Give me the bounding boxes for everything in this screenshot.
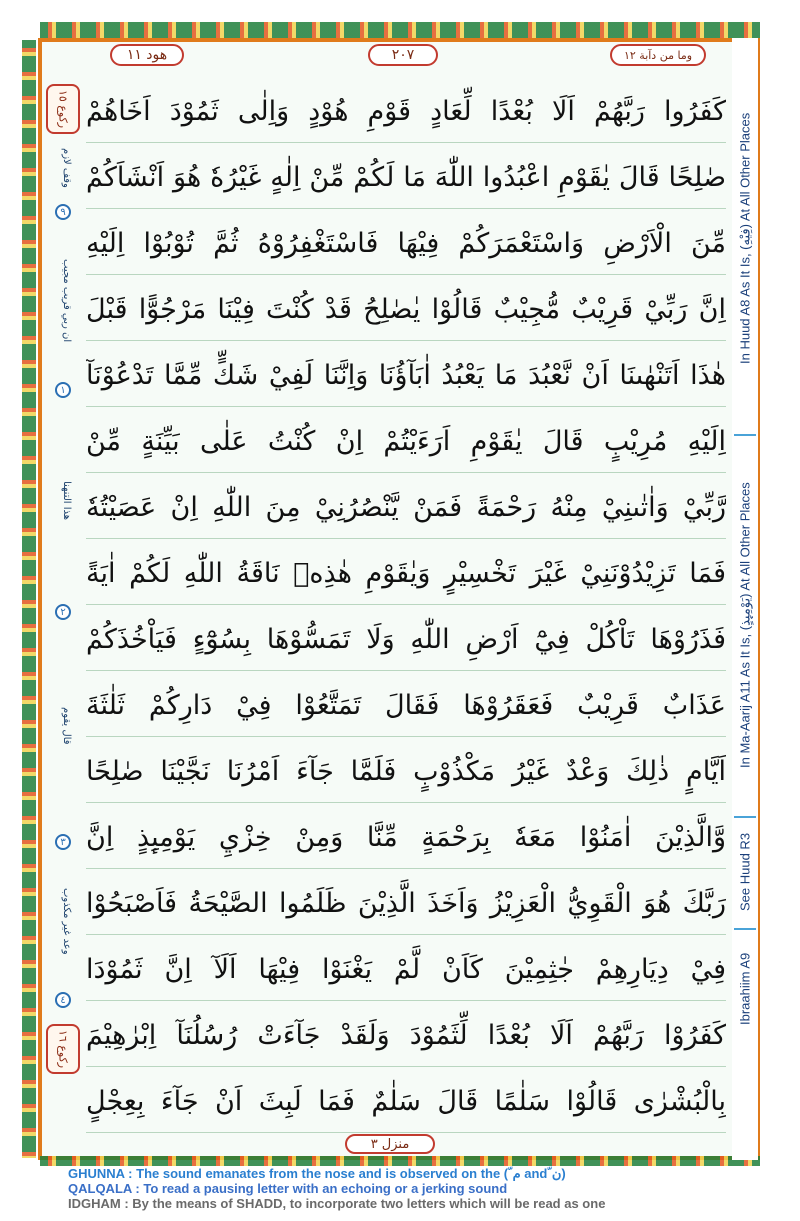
- reference-divider: [734, 928, 756, 930]
- legend-idgham: IDGHAM : By the means of SHADD, to incorporate two letters which will be read as one: [68, 1196, 606, 1211]
- tajweed-legend: [68, 1166, 768, 1211]
- bottom-ornament-border: [40, 1156, 760, 1166]
- verse-line: كَفَرُوْا رَبَّهُمْ اَلَا بُعْدًا لِّثَمُوْدَ وَلَقَدْ جَآءَتْ رُسُلُنَآ اِبْرٰهِيْمَ: [86, 1006, 726, 1067]
- quran-text-block: [86, 82, 726, 1142]
- reference-divider: [734, 434, 756, 436]
- surah-label: هود ١١: [110, 44, 184, 66]
- verse-line: مِّنَ الْاَرْضِ وَاسْتَعْمَرَكُمْ فِيْهَا فَاسْتَغْفِرُوْهُ ثُمَّ تُوْبُوْا اِلَيْهِ: [86, 214, 726, 275]
- verse-line: اِنَّ رَبِّيْ قَرِيْبٌ مُّجِيْبٌ قَالُوْا يٰصٰلِحُ قَدْ كُنْتَ فِيْنَا مَرْجُوًّا قَبْلَ: [86, 280, 726, 341]
- verse-line: رَّبِّيْ وَاٰتٰىنِيْ مِنْهُ رَحْمَةً فَمَنْ يَّنْصُرُنِيْ مِنَ اللّٰهِ اِنْ عَصَيْتُهٗ: [86, 478, 726, 539]
- verse-line: صٰلِحًا قَالَ يٰقَوْمِ اعْبُدُوا اللّٰهَ مَا لَكُمْ مِّنْ اِلٰهٍ غَيْرُهٗ هُوَ اَنْشَاَكُمْ: [86, 148, 726, 209]
- verse-line: رَبَّكَ هُوَ الْقَوِيُّ الْعَزِيْزُ وَاَخَذَ الَّذِيْنَ ظَلَمُوا الصَّيْحَةُ فَاَصْبَحُوْا: [86, 874, 726, 935]
- legend-qalqala: QALQALA : To read a pausing letter with an echoing or a jerking sound: [68, 1181, 508, 1196]
- verse-line: اِلَيْهِ مُرِيْبٍ قَالَ يٰقَوْمِ اَرَءَيْتُمْ اِنْ كُنْتُ عَلٰى بَيِّنَةٍ مِّنْ: [86, 412, 726, 473]
- verse-marker: ٩: [55, 204, 71, 220]
- verse-line: اَيَّامٍ ذٰلِكَ وَعْدٌ غَيْرُ مَكْذُوْبٍ فَلَمَّا جَآءَ اَمْرُنَا نَجَّيْنَا صٰلِحًا: [86, 742, 726, 803]
- ruku-badge-top: ركوع ١٥: [46, 84, 80, 134]
- side-note: هذا التنهنا: [61, 481, 72, 521]
- verse-marker: ١: [55, 382, 71, 398]
- page-number: ٢٠٧: [368, 44, 438, 66]
- verse-line: فَمَا تَزِيْدُوْنَنِيْ غَيْرَ تَخْسِيْرٍ وَيٰقَوْمِ هٰذِهٖ نَاقَةُ اللّٰهِ لَكُمْ اٰيَةً: [86, 544, 726, 605]
- reference-note: See Huud R3: [737, 832, 753, 912]
- reference-note: Ibraahiim A9: [737, 952, 753, 1026]
- verse-line: هٰذَا اَتَنْهٰىنَا اَنْ نَّعْبُدَ مَا يَعْبُدُ اٰبَآؤُنَا وَاِنَّنَا لَفِيْ شَكٍّ مِّمَّا تَدْعُوْنَآ: [86, 346, 726, 407]
- reference-strip: [732, 38, 758, 1160]
- verse-marker: ٤: [55, 992, 71, 1008]
- verse-line: عَذَابٌ قَرِيْبٌ فَعَقَرُوْهَا فَقَالَ تَمَتَّعُوْا فِيْ دَارِكُمْ ثَلٰثَةَ: [86, 676, 726, 737]
- verse-marker: ٢: [55, 604, 71, 620]
- verse-line: بِالْبُشْرٰى قَالُوْا سَلٰمًا قَالَ سَلٰمٌ فَمَا لَبِثَ اَنْ جَآءَ بِعِجْلٍ: [86, 1072, 726, 1133]
- top-ornament-border: [40, 22, 760, 38]
- manzil-label: منزل ٣: [345, 1134, 435, 1154]
- left-ornament-border: [22, 40, 36, 1158]
- verse-line: فَذَرُوْهَا تَاْكُلْ فِيْٓ اَرْضِ اللّٰهِ وَلَا تَمَسُّوْهَا بِسُوْٓءٍ فَيَاْخُذَكُمْ: [86, 610, 726, 671]
- page-header: [90, 42, 710, 68]
- legend-ghunna: GHUNNA : The sound emanates from the nose and is observed on the ( ّم and ّن): [68, 1166, 566, 1181]
- verse-line: كَفَرُوا رَبَّهُمْ اَلَا بُعْدًا لِّعَادٍ قَوْمِ هُوْدٍ وَاِلٰى ثَمُوْدَ اَخَاهُمْ: [86, 82, 726, 143]
- side-note: ان ربي قريب مجيب: [61, 259, 72, 343]
- ruku-label: وما من دآبة ١٢: [610, 44, 706, 66]
- reference-divider: [734, 816, 756, 818]
- side-note: وعد غير مكذوب: [61, 887, 72, 955]
- reference-note: In Huud A8 As It Is, (فِيْهِ) At All Other Places: [737, 112, 753, 364]
- side-note: قال يقوم: [61, 707, 72, 745]
- verse-line: وَّالَّذِيْنَ اٰمَنُوْا مَعَهٗ بِرَحْمَةٍ مِّنَّا وَمِنْ خِزْيِ يَوْمِىِٕذٍ اِنَّ: [86, 808, 726, 869]
- side-label-top: وقف لازم: [61, 148, 72, 188]
- side-column: [44, 76, 82, 1142]
- reference-note: In Ma-Aarij A11 As It Is, (يَوْمِىِٕذٍ) At All Other Places: [737, 482, 753, 768]
- ruku-badge-bottom: ركوع ١٦: [46, 1024, 80, 1074]
- verse-line: فِيْ دِيَارِهِمْ جٰثِمِيْنَ كَاَنْ لَّمْ يَغْنَوْا فِيْهَا اَلَآ اِنَّ ثَمُوْدَا: [86, 940, 726, 1001]
- verse-marker: ٣: [55, 834, 71, 850]
